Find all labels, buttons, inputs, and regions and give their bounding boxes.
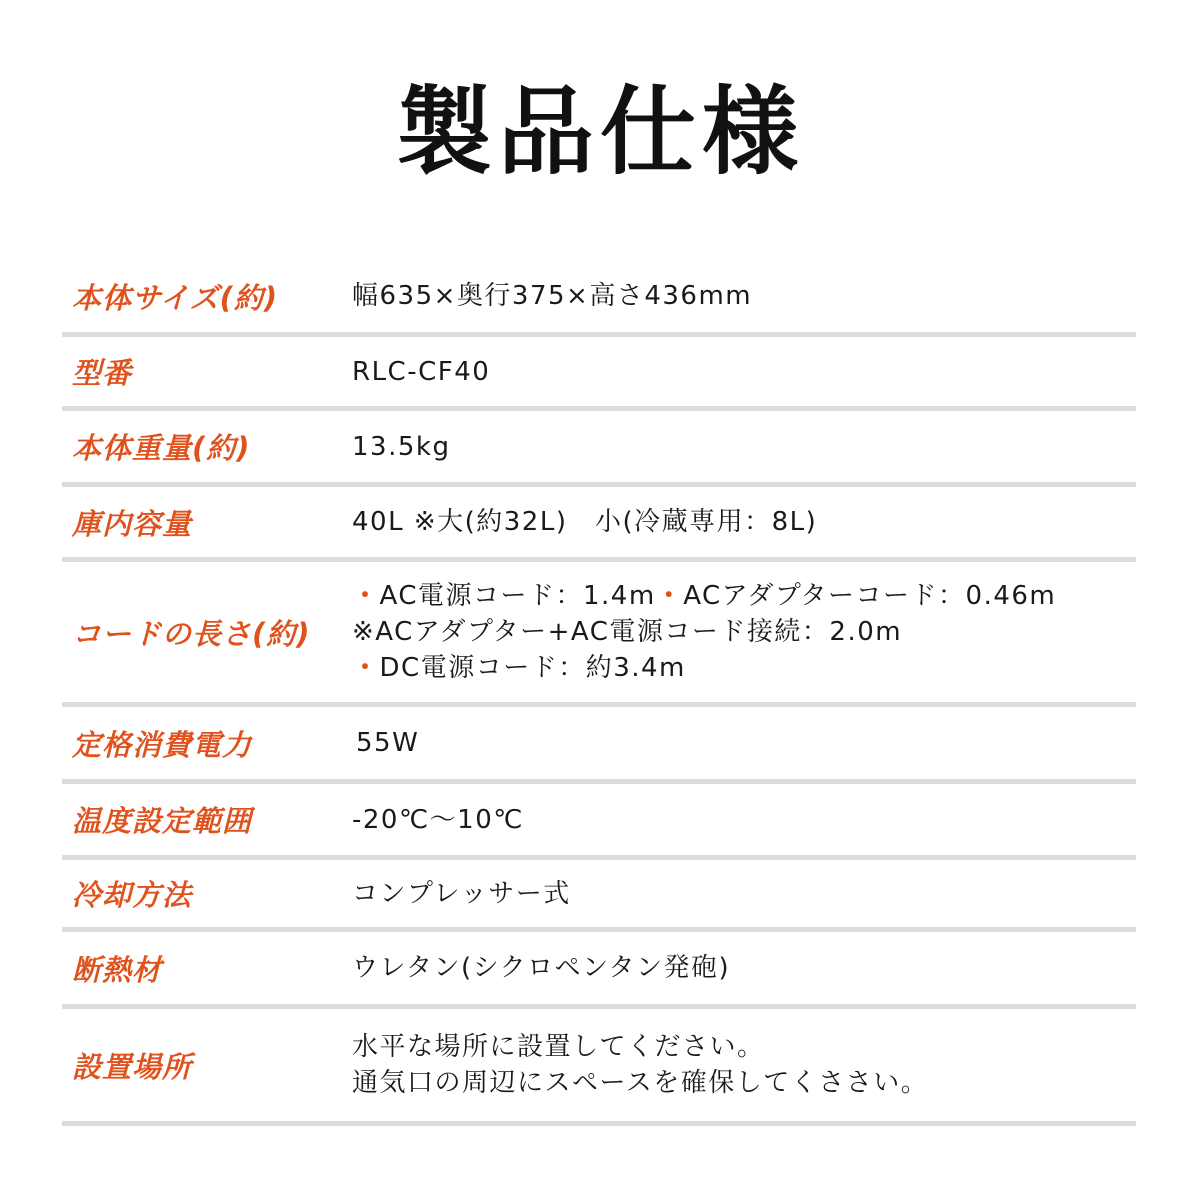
value-line (352, 650, 1136, 686)
spec-row-model (62, 337, 1136, 411)
spec-value: コンプレッサー式 (352, 878, 571, 909)
spec-row-size (62, 260, 1136, 337)
spec-value: RLC-CF40 (352, 356, 491, 387)
spec-label: コードの長さ(約) (72, 616, 311, 651)
spec-table (62, 260, 1136, 1126)
spec-value-multiline (352, 578, 1136, 686)
spec-value-multiline (352, 1029, 1136, 1101)
spec-row-temperature (62, 784, 1136, 860)
spec-row-capacity (62, 487, 1136, 562)
value-text: AC電源コード：1.4m (379, 581, 656, 611)
spec-row-insulation (62, 932, 1136, 1009)
spec-row-location (62, 1009, 1136, 1126)
bullet: ・ (655, 581, 684, 611)
value-line (352, 578, 1136, 614)
spec-value: 13.5kg (352, 431, 451, 462)
spec-value: 幅635×奥行375×高さ436mm (352, 281, 753, 311)
spec-row-cooling (62, 860, 1136, 932)
spec-value: 40L ※大(約32L) 小(冷蔵専用：8L) (352, 507, 818, 537)
spec-row-weight (62, 411, 1136, 487)
spec-label: 温度設定範囲 (72, 804, 253, 838)
spec-row-cord-length (62, 562, 1136, 707)
spec-label: 冷却方法 (72, 878, 193, 912)
spec-label: 設置場所 (72, 1049, 193, 1084)
value-text: ACアダプターコード：0.46m (683, 581, 1057, 611)
value-line (352, 614, 1136, 650)
spec-label: 型番 (72, 356, 133, 390)
bullet: ・ (352, 653, 380, 683)
value-text: ※ACアダプター+AC電源コード接続：2.0m (352, 617, 903, 647)
spec-value: -20℃～10℃ (352, 804, 524, 835)
bullet: ・ (352, 581, 380, 611)
spec-label: 庫内容量 (72, 506, 193, 541)
spec-row-power (62, 707, 1136, 784)
spec-label: 本体サイズ(約) (72, 280, 279, 315)
page-title: 製品仕様 (396, 76, 804, 188)
spec-value: 55W (356, 728, 420, 758)
spec-label: 断熱材 (72, 952, 163, 987)
spec-label: 定格消費電力 (72, 727, 253, 762)
value-line: 水平な場所に設置してください。 (352, 1032, 765, 1062)
spec-label: 本体重量(約) (72, 431, 251, 465)
spec-value: ウレタン(シクロペンタン発砲) (352, 953, 731, 983)
value-text: DC電源コード：約3.4m (379, 653, 686, 683)
value-line: 通気口の周辺にスペースを確保してくささい。 (352, 1068, 929, 1098)
